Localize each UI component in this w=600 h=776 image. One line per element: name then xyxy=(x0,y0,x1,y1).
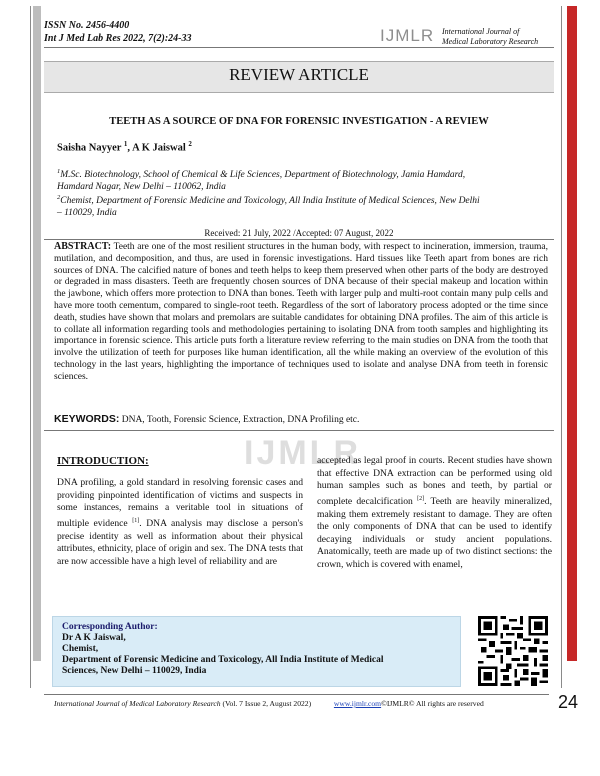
author-2: A K Jaiswal xyxy=(132,142,186,154)
qr-code-icon xyxy=(475,616,551,686)
intro-right-text-b: . Teeth are heavily mineralized, making them extremely resistant to damage. They are often the only components of DNA that can be used to identify decaying individuals or study ancient populations. Anatomically, teeth are made up of two distinct sections: the crown, which is covered with enamel, xyxy=(317,495,552,570)
journal-logo: IJMLR xyxy=(380,26,435,45)
corresponding-name: Dr A K Jaiswal, xyxy=(62,633,126,643)
corresponding-label: Corresponding Author: xyxy=(62,622,158,632)
corresponding-role: Chemist, xyxy=(62,644,99,654)
author-1: Saisha Nayyer xyxy=(57,142,122,154)
abstract-text: Teeth are one of the most resilient structures in the human body, with respect to incineration, immersion, trauma, mutilation, and decomposition, and thus, are used in forensic investigations. Hard tissues like Teeth apart from bones are rich sources of DNA. The calcified nature of bones and teeth helps to keep them preserved when other parts of the body are destroyed or degraded in mass disasters. Teeth are frequently chosen sources of DNA because of their special makeup and location within the jawbone, which offers more protection to DNA than bones. Teeth with larger pulp and multi-root contain many pulp cells and have more tooth cementum, compared to single-root teeth. Regardless of the sort of laboratory process adopted or the time since death, studies have shown that molars and premolars are suitable candidates for obtaining DNA profiles. The aim of this article is to collate all information regarding tools and methodologies pertaining to isolating DNA from tooth samples and highlighting its importance in forensic science. This article puts forth a literature review referring to the main studies on DNA from the tooth that involve the utilization of teeth for purposes like human identification, all the while making an overview of the evolution of this technology in the last years, highlighting the importance of techniques used to isolate and analyse DNA from teeth in forensic sciences. xyxy=(54,242,548,382)
affiliation-2 xyxy=(57,192,553,219)
affiliation-1-sup: 1 xyxy=(57,168,61,175)
footer-volume: (Vol. 7 Issue 2, August 2022) xyxy=(220,699,312,708)
footer-rights: ©IJMLR© All rights are reserved xyxy=(381,699,484,708)
author-2-sup: 2 xyxy=(188,140,192,148)
affiliation-1 xyxy=(57,166,553,193)
left-decorative-bar xyxy=(33,6,41,661)
affiliation-1-line2: Hamdard Nagar, New Delhi – 110062, India xyxy=(57,181,226,192)
footer-journal: International Journal of Medical Laboratory Research xyxy=(54,699,221,708)
citation-ref-1: [1] xyxy=(132,517,140,524)
header-divider xyxy=(44,47,554,48)
journal-name-line2: Medical Laboratory Research xyxy=(442,37,539,46)
keywords-label: KEYWORDS: xyxy=(54,413,120,425)
received-accepted-dates: Received: 21 July, 2022 /Accepted: 07 August, 2022 xyxy=(204,228,394,238)
journal-website-link[interactable]: www.ijmlr.com xyxy=(333,699,382,708)
received-divider xyxy=(44,239,554,240)
corresponding-dept-line2: Sciences, New Delhi – 110029, India xyxy=(62,666,207,676)
intro-left-text-a: DNA profiling, a gold standard in resolving forensic cases and providing pinpointed identification of victims and suspects in some instances, remains a veritable tool in situations of multiple evidence xyxy=(57,477,303,529)
affiliation-1-line1: M.Sc. Biotechnology, School of Chemical & Life Sciences, Department of Biotechnology, Jamia Hamdard, xyxy=(60,170,466,181)
affiliation-2-line2: – 110029, India xyxy=(57,207,117,218)
keywords xyxy=(54,413,359,425)
affiliation-2-line1: Chemist, Department of Forensic Medicine and Toxicology, All India Institute of Medical Sciences, New Delhi xyxy=(60,196,480,207)
journal-name-line1: International Journal of xyxy=(442,27,520,36)
intro-right-text-a: accepted as legal proof in courts. Recent studies have shown that effective DNA extraction can be performed using old human samples such as bones and teeth, by partial or complete decalcification xyxy=(317,455,552,507)
author-1-sup: 1 xyxy=(123,140,128,148)
authors xyxy=(57,140,192,154)
corresponding-dept-line1: Department of Forensic Medicine and Toxicology, All India Institute of Medical xyxy=(62,655,384,665)
watermark: IJMLR xyxy=(244,434,361,472)
article-title: TEETH AS A SOURCE OF DNA FOR FORENSIC INVESTIGATION - A REVIEW xyxy=(109,116,489,127)
keywords-divider xyxy=(44,430,554,431)
author-separator: , xyxy=(127,142,133,154)
introduction-right-column xyxy=(317,455,552,572)
introduction-left-column xyxy=(57,477,303,568)
journal-citation: Int J Med Lab Res 2022, 7(2):24-33 xyxy=(44,33,192,44)
citation-ref-2: [2] xyxy=(417,495,425,502)
issn: ISSN No. 2456-4400 xyxy=(44,20,130,31)
intro-left-text-b: . DNA analysis may disclose a person's precise identity as well as information about their physical attributes, ethnicity, place of origin and sex. The DNA tests that are now accessible have a high level of reliability and are xyxy=(57,517,303,567)
footer xyxy=(54,699,484,708)
footer-divider xyxy=(44,694,549,695)
article-type: REVIEW ARTICLE xyxy=(229,65,369,84)
right-decorative-bar xyxy=(567,6,577,661)
page-number: 24 xyxy=(558,692,579,712)
introduction-heading: INTRODUCTION: xyxy=(57,455,149,467)
affiliation-2-sup: 2 xyxy=(57,194,61,201)
abstract-label: ABSTRACT: xyxy=(54,241,112,252)
journal-name xyxy=(442,27,552,48)
keywords-text: DNA, Tooth, Forensic Science, Extraction, DNA Profiling etc. xyxy=(119,415,360,425)
corresponding-author xyxy=(62,622,384,677)
abstract xyxy=(54,241,548,384)
